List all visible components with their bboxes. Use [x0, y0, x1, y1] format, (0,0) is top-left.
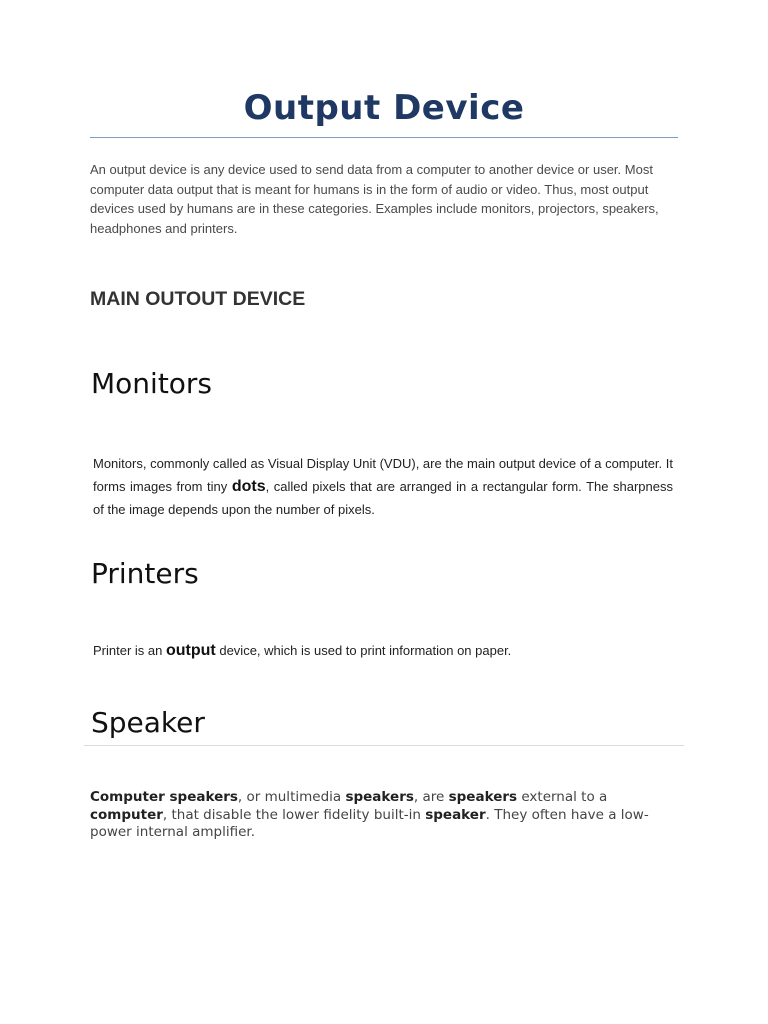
speaker-bold-2: speakers	[345, 789, 414, 805]
speaker-text-4: , that disable the lower fidelity built-in	[162, 806, 426, 823]
speaker-paragraph	[90, 789, 660, 842]
printers-text-after: device, which is used to print information on paper.	[215, 643, 512, 658]
monitors-text-after: , called pixels that are arranged in a rectangular form. The sharpness of the image depends upon the number of pixels.	[93, 479, 674, 517]
speaker-divider	[84, 745, 684, 746]
page-title: Output Device	[243, 88, 525, 128]
speaker-text-1: , or multimedia	[237, 789, 346, 805]
speaker-heading: Speaker	[91, 706, 205, 739]
printers-text-before: Printer is an	[93, 643, 166, 658]
speaker-text-2: , are	[413, 789, 449, 805]
monitors-emphasis: dots	[231, 478, 266, 495]
monitors-text-before: Monitors, commonly called as Visual Display Unit (VDU), are the main output device of a computer. It forms images from tiny	[93, 456, 673, 494]
speaker-bold-1: Computer speakers	[90, 789, 238, 805]
speaker-bold-4: computer	[90, 806, 163, 823]
main-heading: MAIN OUTOUT DEVICE	[90, 288, 306, 310]
printers-heading: Printers	[91, 557, 199, 590]
speaker-bold-5: speaker	[425, 806, 486, 823]
printers-paragraph	[93, 639, 673, 662]
printers-emphasis: output	[165, 642, 216, 659]
speaker-text-3: external to a	[517, 789, 608, 805]
speaker-bold-3: speakers	[448, 789, 518, 805]
monitors-heading: Monitors	[91, 367, 213, 400]
title-divider	[90, 137, 678, 138]
intro-paragraph: An output device is any device used to send data from a computer to another device or user. Most computer data output that is meant for humans is in the form of audio or video. Thus, most output devices used by humans are in these categories. Examples include monitors, projectors, speakers, headphones and printers.	[90, 162, 659, 236]
speaker-text-5: . They often have a low-power internal amplifier.	[90, 806, 649, 840]
monitors-paragraph	[93, 452, 673, 521]
